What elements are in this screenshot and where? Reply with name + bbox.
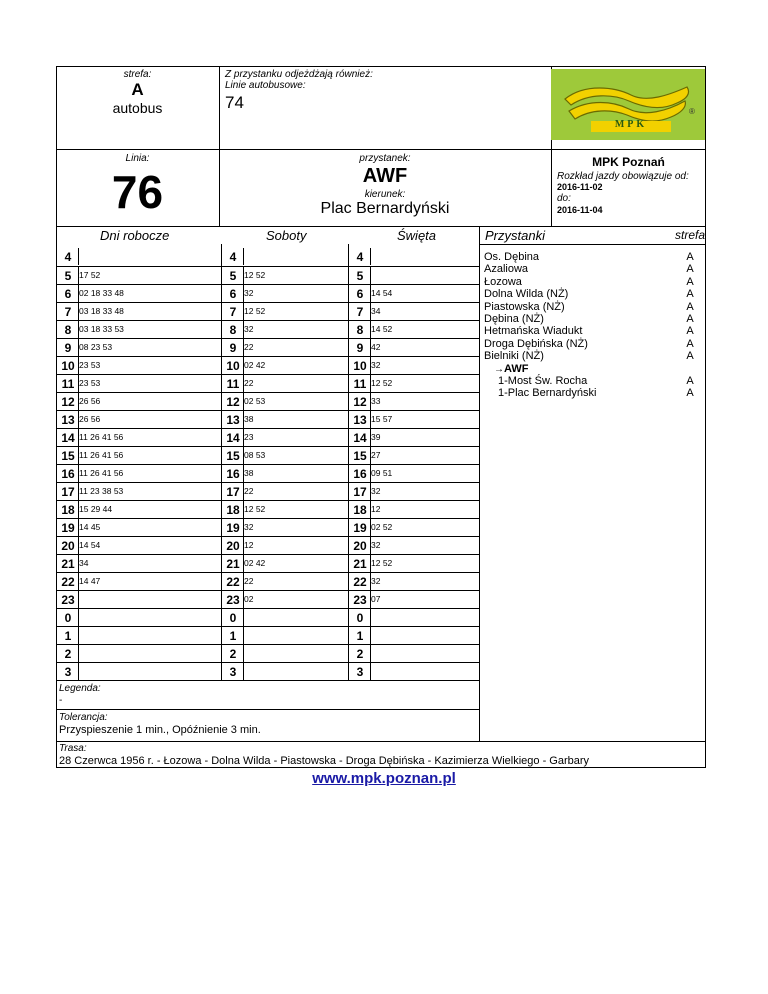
mpk-logo [551,69,705,140]
hour-number: 14 [226,431,240,445]
operator-name: MPK Poznań [592,155,665,169]
hour-row [349,446,479,464]
line-number: 76 [111,166,164,218]
hour-separator [370,248,371,265]
minutes: 14 45 [79,522,101,532]
hour-row [57,482,221,500]
hour-row [349,626,479,644]
valid-to-label: do: [557,193,571,204]
hour-row [349,374,479,392]
hour-row [349,410,479,428]
minutes: 23 53 [79,378,101,388]
hour-separator [78,591,79,608]
hour-number: 22 [226,575,240,589]
current-stop [484,363,704,375]
hour-row [57,266,221,284]
minutes: 34 [371,306,381,316]
zone-value: A [131,80,144,99]
divider [56,709,479,710]
minutes: 09 51 [371,468,393,478]
hour-row [349,284,479,302]
hour-row [57,644,221,662]
hour-row [57,572,221,590]
hour-number: 9 [229,341,237,355]
hour-number: 6 [229,287,237,301]
hour-row [349,536,479,554]
minutes: 03 18 33 53 [79,324,124,334]
hour-separator [370,663,371,680]
hour-number: 4 [356,250,364,264]
hour-row [57,518,221,536]
hour-number: 10 [226,359,240,373]
direction-label: kierunek: [364,189,406,200]
hour-row [222,518,348,536]
stop-item [484,350,704,362]
hour-number: 10 [353,359,367,373]
stop-item [484,276,704,288]
hour-number: 1 [64,629,72,643]
minutes: 02 42 [244,558,266,568]
minutes: 38 [244,414,254,424]
hour-separator [243,609,244,626]
stop-name: Piastowska (NŻ) [484,300,565,313]
hour-row [222,446,348,464]
hour-row [57,500,221,518]
arrow-right-icon: → [494,363,504,375]
hour-row [57,626,221,644]
hour-row [349,356,479,374]
hour-number: 0 [229,611,237,625]
hour-separator [243,663,244,680]
hour-row [222,482,348,500]
hour-row [222,536,348,554]
hour-separator [78,609,79,626]
stop-zone: A [686,288,694,301]
minutes: 42 [371,342,381,352]
also-departing-label: Z przystanku odjeżdżają również: [225,69,373,80]
stop-zone: A [686,251,694,263]
timetable-weekdays [57,248,221,680]
hour-row [349,518,479,536]
stop-name: Dębina (NŻ) [484,312,544,325]
stop-zone: A [686,263,694,276]
minutes: 27 [371,450,381,460]
hour-row [57,392,221,410]
minutes: 02 52 [371,522,393,532]
stops-title: Przystanki [485,228,545,243]
minutes: 22 [244,342,254,352]
hour-number: 7 [356,305,364,319]
hour-number: 11 [61,377,75,391]
stop-name: Os. Dębina [484,251,540,263]
minutes: 02 18 33 48 [79,288,124,298]
hour-number: 22 [61,575,75,589]
minutes: 32 [371,486,381,496]
minutes: 12 52 [371,558,393,568]
hour-number: 16 [61,467,75,481]
stop-zone: A [686,350,694,363]
hour-row [349,608,479,626]
stop-name: AWF [362,165,408,187]
hour-number: 18 [353,503,367,517]
hour-number: 1 [356,629,364,643]
mpk-website-link[interactable]: www.mpk.poznan.pl [312,770,456,787]
hour-row [349,464,479,482]
minutes: 17 52 [79,270,101,280]
tolerance-text: Przyspieszenie 1 min., Opóźnienie 3 min. [59,724,261,736]
hour-number: 1 [229,629,237,643]
hour-number: 15 [226,449,240,463]
minutes: 11 26 41 56 [79,450,124,460]
hour-number: 6 [356,287,364,301]
valid-from-label: Rozkład jazdy obowiązuje od: [557,171,689,182]
minutes: 22 [244,378,254,388]
hour-row [57,590,221,608]
logo-text: MPK [614,119,648,130]
hour-number: 22 [353,575,367,589]
minutes: 38 [244,468,254,478]
hour-row [222,608,348,626]
hour-row [222,266,348,284]
hour-row [222,626,348,644]
timetable-holidays [349,248,479,680]
hour-row [57,428,221,446]
hour-row [222,590,348,608]
minutes: 39 [371,432,381,442]
hour-number: 17 [353,485,367,499]
hour-number: 7 [64,305,72,319]
hour-row [222,500,348,518]
stop-item [484,325,704,337]
stop-name: Łozowa [484,275,522,288]
stop-name: Droga Dębińska (NŻ) [484,337,588,350]
stop-zone: A [686,312,694,325]
hour-separator [78,248,79,265]
hour-row [57,464,221,482]
hour-row [57,320,221,338]
hour-row [222,248,348,266]
hour-number: 3 [64,665,72,679]
hour-number: 13 [353,413,367,427]
hour-number: 20 [61,539,75,553]
hour-row [222,554,348,572]
minutes: 11 23 38 53 [79,486,124,496]
hour-number: 12 [226,395,240,409]
hour-number: 2 [64,647,72,661]
minutes: 22 [244,486,254,496]
stop-name: 1-Plac Bernardyński [498,387,597,400]
hour-number: 9 [64,341,72,355]
divider [56,680,479,681]
hour-number: 5 [64,269,72,283]
line-label: Linia: [125,153,150,164]
hour-separator [78,645,79,662]
minutes: 12 52 [244,270,266,280]
timetable-saturdays [222,248,348,680]
hour-number: 18 [226,503,240,517]
stop-zone: A [686,275,694,288]
minutes: 14 47 [79,576,101,586]
hour-number: 10 [61,359,75,373]
minutes: 12 [371,504,381,514]
hour-row [222,302,348,320]
holidays-title: Święta [397,228,437,243]
hour-number: 17 [61,485,75,499]
minutes: 23 [244,432,254,442]
hour-separator [243,627,244,644]
divider [56,741,706,742]
valid-from: 2016-11-02 [557,182,603,192]
minutes: 26 56 [79,396,101,406]
stop-item [484,288,704,300]
minutes: 14 54 [371,288,393,298]
stops-list [484,251,704,400]
other-lines[interactable]: 74 [225,93,244,112]
hour-number: 17 [226,485,240,499]
stop-name: AWF [504,362,529,375]
hour-number: 19 [226,521,240,535]
hour-number: 8 [64,323,72,337]
minutes: 12 [244,540,254,550]
stop-name: Hetmańska Wiadukt [484,325,583,338]
hour-number: 2 [229,647,237,661]
hour-number: 6 [64,287,72,301]
hour-row [222,662,348,680]
divider [479,244,706,245]
zone-column-title: strefa [675,228,706,242]
stop-name: Bielniki (NŻ) [484,350,544,363]
minutes: 02 42 [244,360,266,370]
hour-row [222,392,348,410]
hour-number: 15 [353,449,367,463]
stop-zone: A [686,300,694,313]
hour-row [57,374,221,392]
minutes: 08 53 [244,450,266,460]
hour-row [349,266,479,284]
hour-number: 8 [229,323,237,337]
valid-to: 2016-11-04 [557,205,603,215]
hour-row [349,302,479,320]
stop-zone: A [686,325,694,338]
hour-number: 20 [353,539,367,553]
hour-separator [243,645,244,662]
hour-row [222,572,348,590]
divider [56,226,706,227]
hour-number: 0 [356,611,364,625]
hour-row [222,644,348,662]
hour-row [349,554,479,572]
minutes: 32 [371,540,381,550]
hour-number: 13 [61,413,75,427]
divider [221,244,222,680]
hour-number: 3 [356,665,364,679]
hour-row [222,464,348,482]
saturdays-title: Soboty [266,228,307,243]
zone-label: strefa: [123,69,152,80]
hour-number: 21 [226,557,240,571]
hour-number: 21 [353,557,367,571]
route-label: Trasa: [59,743,87,754]
hour-number: 23 [61,593,75,607]
minutes: 32 [244,288,254,298]
hour-number: 23 [226,593,240,607]
vehicle-type: autobus [112,100,163,116]
hour-row [57,302,221,320]
hour-row [222,356,348,374]
hour-number: 7 [229,305,237,319]
hour-number: 5 [229,269,237,283]
minutes: 03 18 33 48 [79,306,124,316]
hour-row [57,608,221,626]
hour-number: 11 [226,377,240,391]
hour-row [222,374,348,392]
minutes: 33 [371,396,381,406]
hour-number: 19 [353,521,367,535]
hour-row [57,356,221,374]
minutes: 15 57 [371,414,393,424]
hour-separator [78,663,79,680]
hour-row [57,446,221,464]
minutes: 22 [244,576,254,586]
hour-number: 14 [353,431,367,445]
legend-text: - [59,695,63,706]
hour-number: 3 [229,665,237,679]
hour-number: 5 [356,269,364,283]
stop-label: przystanek: [359,153,411,164]
minutes: 14 54 [79,540,101,550]
hour-number: 18 [61,503,75,517]
hour-number: 2 [356,647,364,661]
registered-mark: ® [689,107,695,116]
stop-name: Dolna Wilda (NŻ) [484,288,569,301]
hour-row [222,284,348,302]
hour-number: 11 [353,377,367,391]
minutes: 11 26 41 56 [79,432,124,442]
minutes: 12 52 [244,306,266,316]
stop-zone: A [686,374,694,387]
hour-number: 12 [61,395,75,409]
minutes: 14 52 [371,324,393,334]
minutes: 32 [371,360,381,370]
hour-row [57,536,221,554]
hour-row [349,500,479,518]
hour-separator [370,627,371,644]
minutes: 02 53 [244,396,266,406]
direction: Plac Bernardyński [320,200,450,217]
hour-number: 23 [353,593,367,607]
hour-number: 12 [353,395,367,409]
hour-number: 16 [353,467,367,481]
hour-separator [370,609,371,626]
minutes: 32 [371,576,381,586]
stop-name: 1-Most Św. Rocha [498,374,588,387]
hour-number: 0 [64,611,72,625]
hour-row [349,338,479,356]
hour-row [349,482,479,500]
stop-item [484,251,704,263]
hour-row [57,338,221,356]
route-text: 28 Czerwca 1956 r. - Łozowa - Dolna Wilda - Piastowska - Droga Dębińska - Kazimierza Wielkiego - Garbary [59,755,590,767]
minutes: 11 26 41 56 [79,468,124,478]
hour-row [349,428,479,446]
minutes: 23 53 [79,360,101,370]
hour-row [57,662,221,680]
hour-row [349,320,479,338]
hour-row [222,320,348,338]
hour-separator [78,627,79,644]
minutes: 12 52 [244,504,266,514]
stop-zone: A [686,387,694,400]
hour-row [349,590,479,608]
divider [348,244,349,680]
hour-row [57,284,221,302]
hour-row [349,572,479,590]
minutes: 32 [244,522,254,532]
minutes: 12 52 [371,378,393,388]
stop-item [484,263,704,275]
weekdays-title: Dni robocze [100,228,170,243]
divider [56,149,706,150]
stop-name: Azaliowa [484,263,529,276]
hour-row [349,644,479,662]
stop-item [484,301,704,313]
hour-row [57,410,221,428]
hour-number: 4 [64,250,72,264]
hour-row [57,248,221,266]
minutes: 02 [244,594,254,604]
hour-row [222,338,348,356]
hour-row [349,662,479,680]
hour-row [222,428,348,446]
minutes: 07 [371,594,381,604]
stop-item [484,387,704,399]
hour-row [349,248,479,266]
minutes: 26 56 [79,414,101,424]
hour-row [57,554,221,572]
hour-number: 20 [226,539,240,553]
hour-number: 8 [356,323,364,337]
minutes: 15 29 44 [79,504,113,514]
hour-number: 14 [61,431,75,445]
bus-lines-label: Linie autobusowe: [225,80,306,91]
hour-separator [370,267,371,284]
hour-row [222,410,348,428]
tolerance-label: Tolerancja: [59,712,108,723]
hour-number: 16 [226,467,240,481]
hour-separator [243,248,244,265]
hour-number: 9 [356,341,364,355]
hour-number: 15 [61,449,75,463]
hour-number: 21 [61,557,75,571]
minutes: 08 23 53 [79,342,113,352]
legend-label: Legenda: [59,683,101,694]
stop-zone: A [686,337,694,350]
stop-item [484,338,704,350]
stop-item [484,313,704,325]
hour-number: 4 [229,250,237,264]
stop-item [484,375,704,387]
hour-separator [370,645,371,662]
minutes: 34 [79,558,89,568]
hour-number: 19 [61,521,75,535]
minutes: 32 [244,324,254,334]
hour-row [349,392,479,410]
divider [479,226,480,742]
hour-number: 13 [226,413,240,427]
